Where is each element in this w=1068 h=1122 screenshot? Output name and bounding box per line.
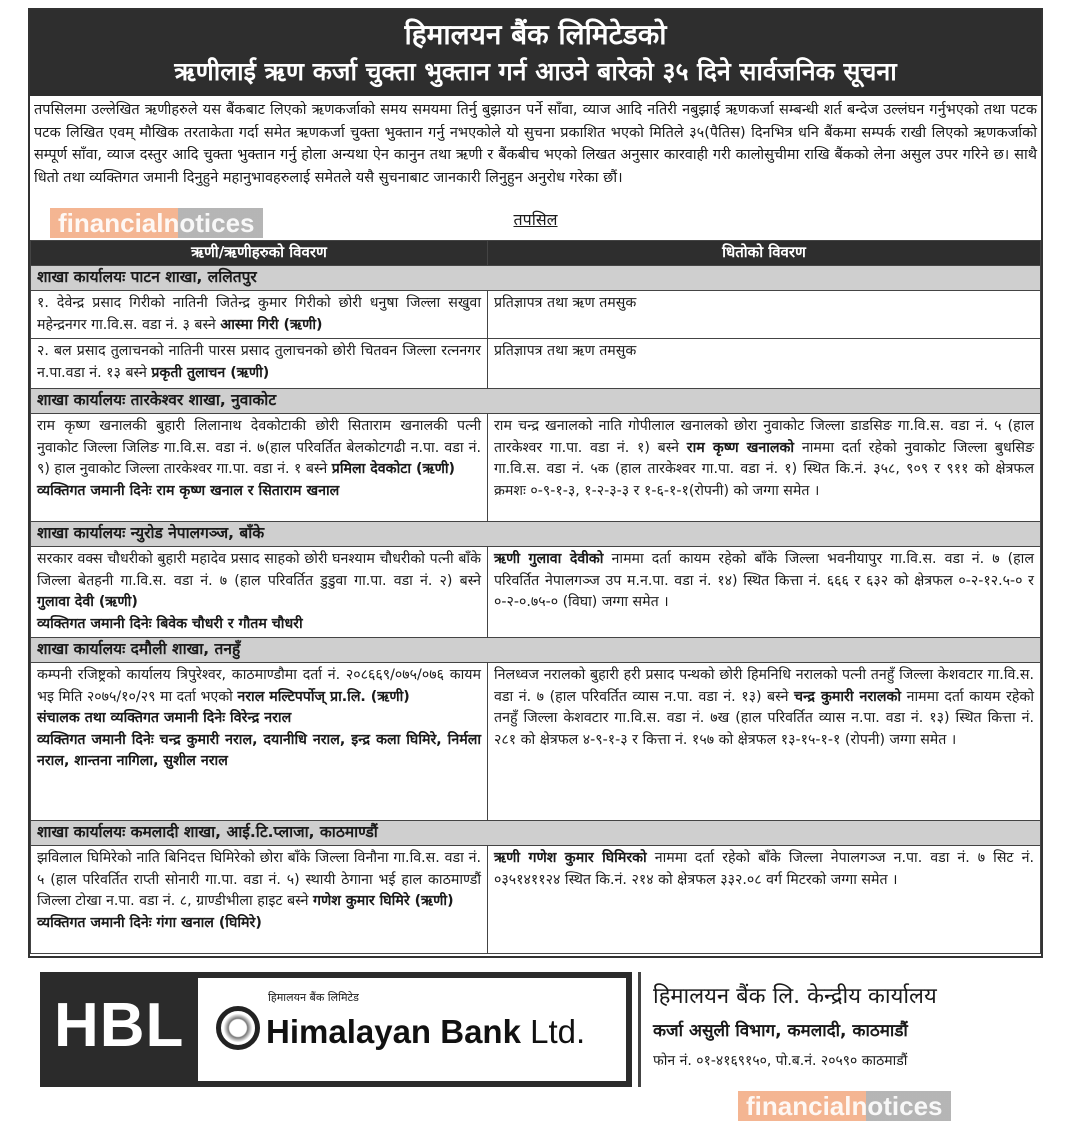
logo-hbl: HBL bbox=[54, 991, 185, 1060]
owner-name: ऋणी गणेश कुमार घिमिरको bbox=[494, 850, 647, 866]
owner-name: राम कृष्ण खनालको bbox=[686, 439, 795, 456]
borrower-details: सरकार वक्स चौधरीको बुहारी महादेव प्रसाद साहको छोरी घनश्याम चौधरीको पत्नी बाँके जिल्ला बेतहनी गा.वि.स. वडा नं. ७ (हाल परिवर्तित डुडुवा गा.पा. वडा नं. २) बस्ने गुलावा देवी (ऋणी) व्यक्तिगत जमानी दिनेः बिवेक चौधरी र गौतम चौधरी bbox=[31, 547, 488, 638]
table-row bbox=[31, 663, 1041, 821]
office-name: हिमालयन बैंक लि. केन्द्रीय कार्यालय bbox=[653, 984, 937, 1009]
branch-row: शाखा कार्यालयः दमौली शाखा, तनहुँ bbox=[31, 638, 1041, 663]
collateral-details: ऋणी गुलावा देवीको नाममा दर्ता कायम रहेको बाँके जिल्ला भवनीयापुर गा.वि.स. वडा नं. ७ (हाल परिवर्तित नेपालगञ्ज उप म.न.पा. वडा नं. १४) स्थित कित्ता नं. ६६६ र ६३२ को क्षेत्रफल ०-२-१२.५-० र ०-२-०.७५-० (विघा) जग्गा समेत । bbox=[488, 547, 1041, 638]
intro-paragraph: तपसिलमा उल्लेखित ऋणीहरुले यस बैंकबाट लिएको ऋणकर्जाको समय समयमा तिर्नु बुझाउन पर्ने साँवा, व्याज आदि नतिरी नबुझाई ऋणकर्जा सम्बन्धी शर्त बन्देज उल्लंघन गर्नुभएको तथा पटक पटक लिखित एवम् मौखिक तरताकेता गर्दा समेत ऋणकर्जा चुक्ता भुक्तान गर्नु नभएकोले यो सुचना प्रकाशित भएको मितिले ३५(पैतिस) दिनभित्र धनि बैंकमा सम्पर्क राखी लिएको ऋणकर्जाको सम्पूर्ण साँवा, व्याज दस्तुर आदि चुक्ता भुक्तान गर्नु होला अन्यथा ऐन कानुन तथा ऋणी र बैंकबीच भएको लिखत अनुसार कारवाही गरी कालोसुचीमा राखि बैंकको लेना असुल उपर गरिने छ। साथै धितो तथा व्यक्तिगत जमानी दिनुहुने महानुभावहरुलाई समेतले यसै सुचनाबाट जानकारी लिनुहुन अनुरोध गरेका छौं। bbox=[34, 102, 1037, 186]
borrower-details: राम कृष्ण खनालकी बुहारी लिलानाथ देवकोटाकी छोरी सिताराम खनालकी पत्नी नुवाकोट जिल्ला जिलिङ गा.वि.स. वडा नं. ७(हाल परिवर्तित बेलकोटगढी न.पा. वडा नं. ९) हाल नुवाकोट जिल्ला तारकेश्वर गा.पा. वडा नं. १ बस्ने प्रमिला देवकोटा (ऋणी) व्यक्तिगत जमानी दिनेः राम कृष्ण खनाल र सिताराम खनाल bbox=[31, 414, 488, 522]
footer bbox=[40, 972, 1050, 1122]
borrower-name: गुलावा देवी (ऋणी) bbox=[37, 594, 138, 610]
borrower-details: झविलाल घिमिरेको नाति बिनिदत्त घिमिरेको छोरा बाँके जिल्ला विनौना गा.वि.स. वडा नं. ५ (हाल परिवर्तित राप्ती सोनारी गा.पा. वडा नं. ५) स्थायी ठेगाना भई हाल काठमाण्डौं जिल्ला टोखा न.पा. वडा नं. ८, ग्राण्डीभीला हाइट बस्ने गणेश कुमार घिमिरे (ऋणी) व्यक्तिगत जमानी दिनेः गंगा खनाल (घिमिरे) bbox=[31, 846, 488, 954]
logo-english-name: Himalayan Bank Ltd. bbox=[266, 1013, 586, 1050]
watermark: financialnotices bbox=[738, 1091, 951, 1121]
branch-row: शाखा कार्यालयः कमलादी शाखा, आई.टि.प्लाजा, काठमाण्डौं bbox=[31, 821, 1041, 846]
director-guarantor: संचालक तथा व्यक्तिगत जमानी दिनेः विरेन्द्र नराल bbox=[37, 710, 292, 726]
notice-header bbox=[30, 10, 1041, 96]
notice bbox=[28, 8, 1043, 958]
notice-subtitle: ऋणीलाई ऋण कर्जा चुक्ता भुक्तान गर्न आउने बारेको ३५ दिने सार्वजनिक सूचना bbox=[174, 57, 897, 86]
watermark: financialnotices bbox=[50, 208, 263, 238]
borrower-name: नराल मल्टिपर्पोज् प्रा.लि. (ऋणी) bbox=[237, 688, 410, 705]
personal-guarantor: व्यक्तिगत जमानी दिनेः चन्द्र कुमारी नराल, दयानीधि नराल, इन्द्र कला घिमिरे, निर्मला नराल, शान्तना नागिला, सुशील नराल bbox=[37, 731, 481, 769]
borrower-details: १. देवेन्द्र प्रसाद गिरीको नातिनी जितेन्द्र कुमार गिरीको छोरी धनुषा जिल्ला सखुवा महेन्द्रनगर गा.वि.स. वडा नं. ३ बस्ने आस्मा गिरी (ऋणी) bbox=[31, 291, 488, 339]
branch-row: शाखा कार्यालयः न्युरोड नेपालगञ्ज, बाँके bbox=[31, 522, 1041, 547]
owner-name: चन्द्र कुमारी नरालको bbox=[794, 688, 902, 705]
branch-row: शाखा कार्यालयः पाटन शाखा, ललितपुर bbox=[31, 266, 1041, 291]
borrower-name: प्रमिला देवकोटा (ऋणी) bbox=[331, 461, 456, 477]
borrower-details: कम्पनी रजिष्ट्रको कार्यालय त्रिपुरेश्वर, काठमाण्डौमा दर्ता नं. २०८६६९/०७५/०७६ कायम भइ मिति २०७५/१०/२९ मा दर्ता भएको नराल मल्टिपर्पोज् प्रा.लि. (ऋणी) संचालक तथा व्यक्तिगत जमानी दिनेः विरेन्द्र नराल व्यक्तिगत जमानी दिनेः चन्द्र कुमारी नराल, दयानीधि नराल, इन्द्र कला घिमिरे, निर्मला नराल, शान्तना नागिला, सुशील नराल bbox=[31, 663, 488, 821]
borrower-name: प्रकृती तुलाचन (ऋणी) bbox=[151, 364, 270, 381]
branch-row: शाखा कार्यालयः तारकेश्वर शाखा, नुवाकोट bbox=[31, 389, 1041, 414]
borrower-name: आस्मा गिरी (ऋणी) bbox=[220, 316, 323, 333]
defaulters-table bbox=[30, 240, 1041, 954]
column-header-collateral: धितोको विवरण bbox=[488, 241, 1041, 266]
collateral-details: ऋणी गणेश कुमार घिमिरको नाममा दर्ता रहेको बाँके जिल्ला नेपालगञ्ज न.पा. वडा नं. ७ सिट नं. ०३५१४११२४ स्थित कि.नं. २१४ को क्षेत्रफल ३३२.०८ वर्ग मिटरको जग्गा समेत । bbox=[488, 846, 1041, 954]
contact-info: फोन नं. ०१-४१६९१५०, पो.ब.नं. २०५९० काठमाडौं bbox=[653, 1053, 908, 1069]
borrower-details: २. बल प्रसाद तुलाचनको नातिनी पारस प्रसाद तुलाचनको छोरी चितवन जिल्ला रत्ननगर न.पा.वडा नं. १३ बस्ने प्रकृती तुलाचन (ऋणी) bbox=[31, 339, 488, 389]
seal-icon bbox=[216, 1006, 260, 1050]
table-row bbox=[31, 846, 1041, 954]
table-row bbox=[31, 414, 1041, 522]
personal-guarantor: व्यक्तिगत जमानी दिनेः राम कृष्ण खनाल र सिताराम खनाल bbox=[37, 482, 340, 499]
personal-guarantor: व्यक्तिगत जमानी दिनेः गंगा खनाल (घिमिरे) bbox=[37, 914, 262, 931]
office-address bbox=[638, 972, 1050, 1087]
collateral-details: प्रतिज्ञापत्र तथा ऋण तमसुक bbox=[488, 291, 1041, 339]
collateral-details: राम चन्द्र खनालको नाति गोपीलाल खनालको छोरा नुवाकोट जिल्ला डाडसिङ गा.वि.स. वडा नं. ५ (हाल तारकेश्वर गा.पा. वडा नं. १) बस्ने राम कृष्ण खनालको नाममा दर्ता रहेको नुवाकोट जिल्ला बुधसिङ गा.वि.स. वडा नं. ५क (हाल तारकेश्वर गा.पा. वडा नं. १) स्थित कि.नं. ३५८, ९०९ र ९११ को क्षेत्रफल क्रमशः ०-९-१-३, १-२-३-३ र १-६-१-१(रोपनी) को जग्गा समेत । bbox=[488, 414, 1041, 522]
table-row bbox=[31, 339, 1041, 389]
collateral-details: निलध्वज नरालको बुहारी हरी प्रसाद पन्थको छोरी हिमनिधि नरालको पत्नी तनहुँ जिल्ला केशवटार गा.वि.स. वडा नं. ७ (हाल परिवर्तित व्यास न.पा. वडा नं. १३) बस्ने चन्द्र कुमारी नरालको नाममा दर्ता कायम रहेको तनहुँ जिल्ला केशवटार गा.वि.स. वडा नं. ७ख (हाल परिवर्तित व्यास न.पा. वडा नं. १३) स्थित कित्ता नं. २८१ को क्षेत्रफल ४-९-१-३ र कित्ता नं. १५७ को क्षेत्रफल १३-१५-१-१ (रोपनी) जग्गा समेत । bbox=[488, 663, 1041, 821]
schedule-heading: तपसिल bbox=[513, 210, 558, 229]
owner-name: ऋणी गुलावा देवीको bbox=[494, 551, 604, 567]
table-row bbox=[31, 291, 1041, 339]
column-header-borrower: ऋणी/ऋणीहरुको विवरण bbox=[31, 241, 488, 266]
personal-guarantor: व्यक्तिगत जमानी दिनेः बिवेक चौधरी र गौतम चौधरी bbox=[37, 615, 303, 632]
collateral-details: प्रतिज्ञापत्र तथा ऋण तमसुक bbox=[488, 339, 1041, 389]
logo-nepali-name: हिमालयन बैंक लिमिटेड bbox=[268, 991, 359, 1004]
department: कर्जा असुली विभाग, कमलादी, काठमाडौं bbox=[653, 1021, 908, 1041]
bank-logo bbox=[40, 972, 632, 1087]
borrower-name: गणेश कुमार घिमिरे (ऋणी) bbox=[312, 893, 454, 909]
table-row bbox=[31, 547, 1041, 638]
notice-title: हिमालयन बैंक लिमिटेडको bbox=[404, 18, 667, 51]
